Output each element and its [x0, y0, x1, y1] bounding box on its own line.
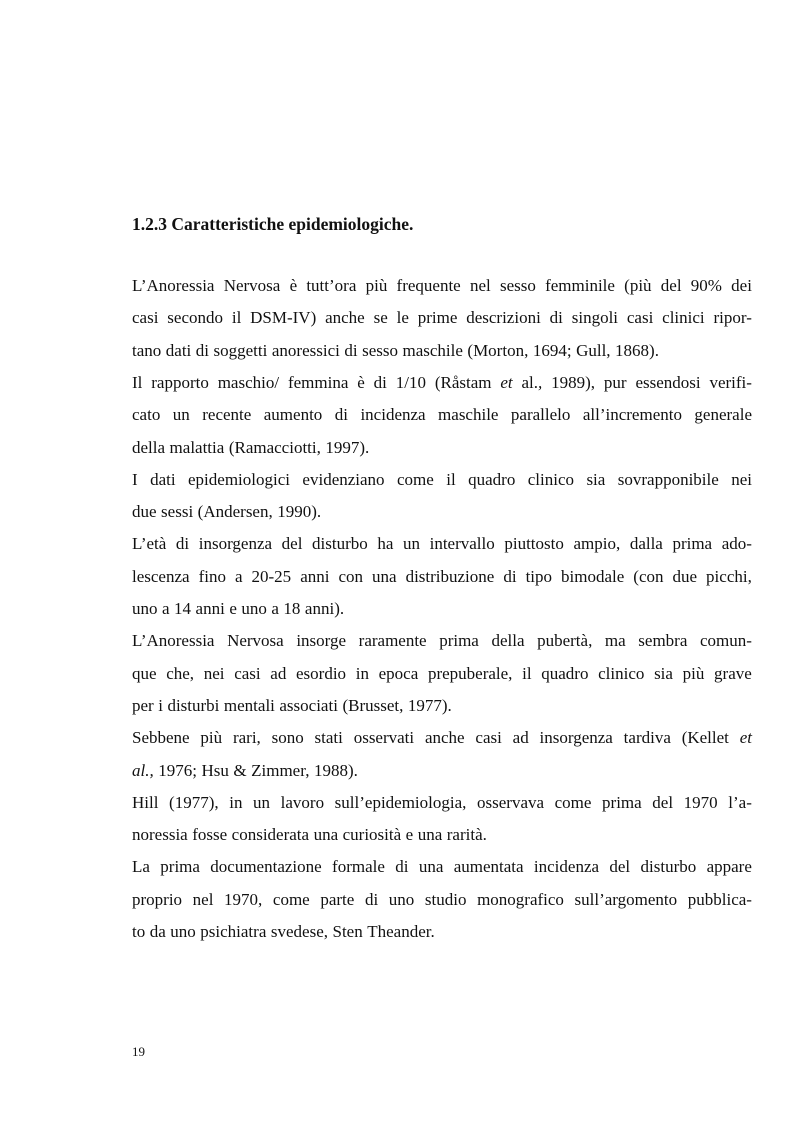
- word: anni: [195, 599, 225, 618]
- word: tipo: [525, 566, 553, 586]
- word: al.,: [521, 372, 543, 392]
- word: pur: [603, 372, 627, 392]
- word: ad: [512, 728, 529, 748]
- word: dalla: [629, 534, 663, 554]
- word: generale: [694, 405, 752, 425]
- word: da: [149, 922, 166, 941]
- word: al.,: [132, 760, 154, 780]
- word: una: [313, 825, 339, 845]
- word: 1988).: [313, 760, 358, 780]
- word: un: [172, 405, 190, 425]
- word: sull’epidemiologia,: [334, 792, 467, 812]
- word: sia: [654, 663, 673, 683]
- word: tardiva: [623, 728, 671, 748]
- word: uno: [388, 889, 415, 909]
- word: della: [132, 437, 166, 457]
- word: Zimmer,: [251, 760, 310, 780]
- word: a: [271, 599, 279, 618]
- text-line: [132, 728, 752, 748]
- text-line: [132, 341, 752, 361]
- word: to: [132, 922, 146, 941]
- word: monografico: [477, 889, 564, 909]
- word: insorgenza: [539, 728, 613, 748]
- word: più: [365, 276, 388, 295]
- word: e: [405, 825, 414, 845]
- word: tutt’ora: [306, 276, 357, 295]
- word: grave: [714, 663, 752, 683]
- word: più: [682, 663, 705, 683]
- word: se: [373, 308, 388, 328]
- word: intervallo: [429, 534, 495, 554]
- word: nel: [469, 276, 491, 295]
- word: malattia: [169, 437, 225, 457]
- word: della: [491, 631, 525, 651]
- word: Nervosa: [223, 276, 281, 295]
- word: 1868).: [615, 340, 659, 360]
- word: ampio,: [573, 534, 621, 554]
- word: 1970,: [224, 889, 263, 909]
- word: di: [175, 534, 190, 554]
- word: epoca: [378, 663, 419, 683]
- word: di: [549, 308, 563, 328]
- word: ad: [270, 663, 287, 683]
- word: nei: [203, 663, 225, 683]
- word: anni: [300, 566, 330, 586]
- word: di: [344, 340, 358, 360]
- word: esordio: [296, 663, 347, 683]
- word: 1694;: [532, 340, 572, 360]
- word: prima: [439, 631, 479, 651]
- word: in: [229, 792, 243, 812]
- word: del: [281, 534, 303, 554]
- word: come: [396, 469, 434, 489]
- word: l’a-: [728, 792, 752, 812]
- word: 1/10: [395, 372, 426, 392]
- word: un: [403, 534, 421, 554]
- word: cato: [132, 405, 161, 425]
- word: ado-: [721, 534, 752, 554]
- word: lavoro: [280, 792, 325, 812]
- word: prima: [602, 792, 642, 812]
- word: per: [132, 695, 154, 715]
- word: nel: [192, 889, 214, 909]
- word: di: [373, 372, 387, 392]
- word: prima: [672, 534, 713, 554]
- word: nei: [731, 469, 752, 489]
- word: stati: [314, 728, 343, 748]
- text-line: [132, 470, 752, 490]
- word: 14: [174, 599, 192, 618]
- word: clinico: [527, 469, 575, 489]
- word: L’Anoressia: [132, 631, 215, 651]
- word: casi: [626, 308, 654, 328]
- word: Il: [132, 372, 143, 392]
- word: Sten: [332, 922, 363, 941]
- text-line: [132, 825, 752, 845]
- word: è: [357, 372, 365, 392]
- word: uno: [170, 922, 196, 941]
- word: di: [334, 405, 348, 425]
- text-line: [132, 502, 752, 522]
- word: piuttosto: [504, 534, 564, 554]
- word: considerata: [231, 825, 310, 845]
- word: e: [229, 599, 237, 618]
- word: maschile: [438, 405, 499, 425]
- word: pubertà,: [537, 631, 593, 651]
- word: epidemiologici: [188, 469, 290, 489]
- word: essendosi: [635, 372, 701, 392]
- word: raramente: [358, 631, 427, 651]
- word: sesso: [499, 276, 536, 295]
- section-heading: 1.2.3 Caratteristiche epidemiologiche.: [132, 214, 414, 234]
- word: secondo: [167, 308, 223, 328]
- word: (Brusset,: [342, 695, 404, 715]
- word: (più: [624, 276, 652, 295]
- word: et: [739, 728, 752, 748]
- word: soggetti: [213, 340, 268, 360]
- word: casi: [475, 728, 502, 748]
- word: femminile: [545, 276, 615, 295]
- word: maschile: [402, 340, 463, 360]
- word: disturbi: [167, 695, 220, 715]
- word: di: [195, 340, 210, 360]
- word: parallelo: [510, 405, 571, 425]
- text-line: [132, 793, 752, 813]
- word: sembra: [638, 631, 688, 651]
- word: una: [417, 825, 443, 845]
- text-line: [132, 857, 752, 877]
- word: prepuberale,: [427, 663, 513, 683]
- word: quadro: [541, 663, 589, 683]
- word: del: [609, 857, 631, 877]
- word: prima: [160, 857, 200, 877]
- word: due: [132, 502, 157, 522]
- text-line: [132, 696, 752, 716]
- word: il: [522, 663, 532, 683]
- word: psichiatra: [200, 922, 267, 941]
- word: incidenza: [533, 857, 600, 877]
- word: i: [158, 695, 163, 715]
- word: di: [364, 889, 379, 909]
- word: pubblica-: [687, 889, 752, 909]
- word: maschio/: [217, 372, 280, 392]
- word: et: [500, 372, 513, 392]
- word: 1990).: [277, 502, 322, 522]
- word: frequente: [396, 276, 461, 295]
- text-line: [132, 534, 752, 554]
- word: una: [372, 566, 397, 586]
- word: anche: [424, 728, 465, 748]
- word: 1970: [683, 792, 718, 812]
- word: descrizioni: [466, 308, 541, 328]
- word: disturbo: [640, 857, 697, 877]
- word: il: [231, 308, 242, 328]
- word: (con: [633, 566, 664, 586]
- word: Hill: [132, 792, 159, 812]
- word: (Råstam: [434, 372, 492, 392]
- word: Gull,: [576, 340, 611, 360]
- word: all’incremento: [582, 405, 682, 425]
- word: ha: [377, 534, 394, 554]
- word: anni).: [304, 599, 345, 618]
- word: quadro: [468, 469, 516, 489]
- word: osservati: [353, 728, 415, 748]
- word: mentali: [223, 695, 275, 715]
- word: Hsu: [201, 760, 229, 780]
- word: rari,: [232, 728, 261, 748]
- text-line: [132, 922, 752, 942]
- word: come: [554, 792, 592, 812]
- word: con: [338, 566, 364, 586]
- word: distribuzione: [405, 566, 495, 586]
- word: anche: [325, 308, 365, 328]
- word: bimodale: [561, 566, 625, 586]
- word: picchi,: [706, 566, 752, 586]
- word: più: [200, 728, 223, 748]
- word: 1989),: [551, 372, 596, 392]
- word: di: [503, 566, 517, 586]
- word: femmina: [287, 372, 349, 392]
- word: L’Anoressia: [132, 276, 215, 295]
- word: due: [672, 566, 698, 586]
- word: clinici: [662, 308, 705, 328]
- word: rarità.: [446, 825, 487, 845]
- word: di: [395, 857, 409, 877]
- text-line: [132, 373, 752, 393]
- word: anoressici: [271, 340, 340, 360]
- word: del: [652, 792, 674, 812]
- text-line: [132, 631, 752, 651]
- word: singoli: [571, 308, 619, 328]
- word: 90%: [690, 276, 722, 295]
- word: che,: [166, 663, 195, 683]
- word: 1997).: [325, 437, 370, 457]
- text-line: [132, 761, 752, 781]
- word: que: [132, 663, 157, 683]
- text-line: [132, 664, 752, 684]
- word: Sebbene: [132, 728, 190, 748]
- word: ma: [604, 631, 626, 651]
- word: (1977),: [169, 792, 219, 812]
- word: sovrapponibile: [617, 469, 719, 489]
- word: Theander.: [367, 922, 435, 941]
- word: (Ramacciotti,: [228, 437, 321, 457]
- text-line: [132, 276, 752, 296]
- word: verifi-: [709, 372, 752, 392]
- word: uno: [132, 599, 158, 618]
- word: rapporto: [151, 372, 209, 392]
- word: 1976;: [158, 760, 197, 780]
- word: recente: [202, 405, 252, 425]
- word: sono: [271, 728, 304, 748]
- text-line: [132, 405, 752, 425]
- word: lescenza: [132, 566, 190, 586]
- word: dati: [165, 340, 192, 360]
- word: in: [355, 663, 369, 683]
- text-line: [132, 890, 752, 910]
- word: a: [162, 599, 170, 618]
- word: noressia: [132, 825, 188, 845]
- word: clinico: [598, 663, 645, 683]
- word: (Morton,: [467, 340, 529, 360]
- word: fosse: [192, 825, 228, 845]
- word: formale: [332, 857, 385, 877]
- word: DSM-IV): [250, 308, 317, 328]
- word: insorge: [296, 631, 347, 651]
- text-line: [132, 599, 752, 619]
- word: appare: [706, 857, 752, 877]
- word: uno: [241, 599, 267, 618]
- word: incidenza: [360, 405, 426, 425]
- word: dati: [150, 469, 176, 489]
- word: aumento: [263, 405, 323, 425]
- word: sesso: [362, 340, 398, 360]
- word: una: [418, 857, 444, 877]
- word: casi: [132, 308, 159, 328]
- text-line: [132, 308, 752, 328]
- word: (Andersen,: [197, 502, 273, 522]
- word: un: [253, 792, 271, 812]
- word: 20-25: [251, 566, 292, 586]
- word: I: [132, 469, 138, 489]
- word: parte: [320, 889, 355, 909]
- word: svedese,: [270, 922, 328, 941]
- word: &: [233, 760, 247, 780]
- word: 1977).: [407, 695, 452, 715]
- word: documentazione: [210, 857, 322, 877]
- word: fino: [198, 566, 226, 586]
- word: del: [660, 276, 682, 295]
- page-number: 19: [132, 1044, 145, 1059]
- word: (Kellet: [681, 728, 729, 748]
- word: La: [132, 857, 150, 877]
- word: sull’argomento: [574, 889, 678, 909]
- word: evidenziano: [302, 469, 385, 489]
- word: disturbo: [312, 534, 368, 554]
- word: studio: [424, 889, 467, 909]
- word: prime: [417, 308, 458, 328]
- word: comun-: [699, 631, 752, 651]
- word: tano: [132, 340, 162, 360]
- word: insorgenza: [198, 534, 273, 554]
- word: curiosità: [342, 825, 402, 845]
- word: a: [234, 566, 243, 586]
- word: casi: [234, 663, 261, 683]
- word: sessi: [161, 502, 194, 522]
- word: come: [272, 889, 310, 909]
- word: dei: [731, 276, 752, 295]
- word: associati: [279, 695, 338, 715]
- word: è: [289, 276, 298, 295]
- word: proprio: [132, 889, 183, 909]
- text-line: [132, 438, 752, 458]
- text-line: [132, 567, 752, 587]
- word: L’età: [132, 534, 167, 554]
- word: Nervosa: [227, 631, 284, 651]
- word: ripor-: [713, 308, 752, 328]
- word: aumentata: [453, 857, 524, 877]
- word: sia: [586, 469, 606, 489]
- word: le: [396, 308, 409, 328]
- word: 18: [283, 599, 301, 618]
- word: il: [446, 469, 456, 489]
- word: osservava: [477, 792, 545, 812]
